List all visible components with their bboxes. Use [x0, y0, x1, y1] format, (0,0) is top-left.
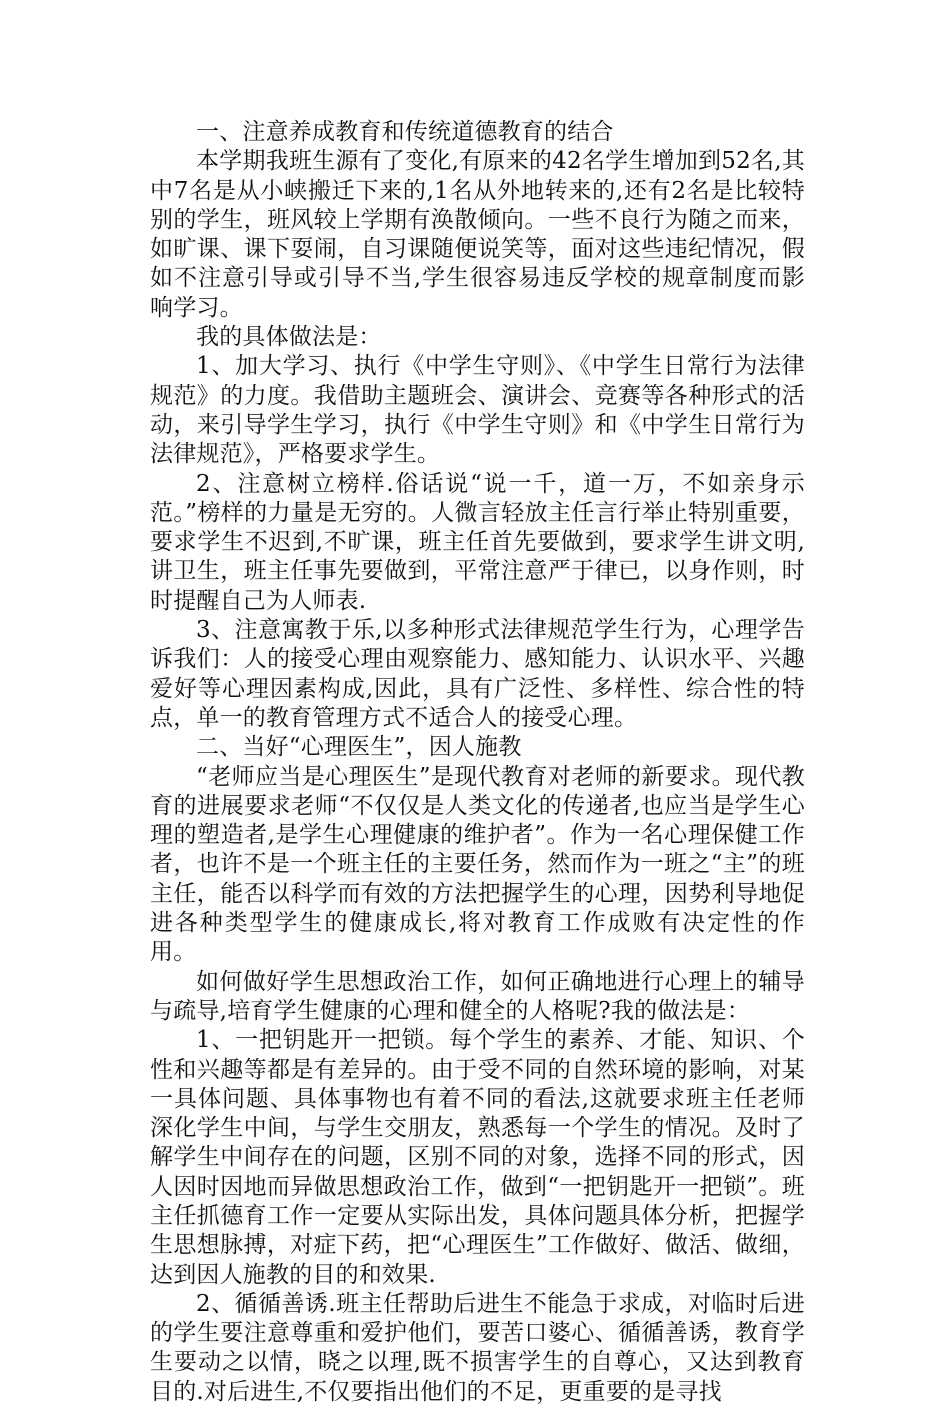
section-heading-1: 一、注意养成教育和传统道德教育的结合	[196, 119, 614, 145]
paragraph: 2、注意树立榜样.俗话说“说一千，道一万，不如亲身示范。”榜样的力量是无穷的。人微言轻放主任言行举止特别重要，要求学生不迟到,不旷课，班主任首先要做到，要求学生讲文明,讲卫生，班主任事先要做到，平常注意严于律已，以身作则，时时提醒自己为人师表.	[150, 470, 805, 614]
paragraph: 1、加大学习、执行《中学生守则》、《中学生日常行为法律规范》的力度。我借助主题班会、演讲会、竞赛等各种形式的活动，来引导学生学习，执行《中学生守则》和《中学生日常行为法律规范》，严格要求学生。	[150, 353, 805, 468]
paragraph: 1、一把钥匙开一把锁。每个学生的素养、才能、知识、个性和兴趣等都是有差异的。由于受不同的自然环境的影响，对某一具体问题、具体事物也有着不同的看法,这就要求班主任老师深化学生中间，与学生交朋友，熟悉每一个学生的情况。及时了解学生中间存在的问题，区别不同的对象，选择不同的形式，因人因时因地而异做思想政治工作，做到“一把钥匙开一把锁”。班主任抓德育工作一定要从实际出发，具体问题具体分析，把握学生思想脉搏，对症下药，把“心理医生”工作做好、做活、做细，达到因人施教的目的和效果.	[150, 1027, 805, 1288]
paragraph: 3、注意寓教于乐,以多种形式法律规范学生行为，心理学告诉我们：人的接受心理由观察能力、感知能力、认识水平、兴趣爱好等心理因素构成,因此，具有广泛性、多样性、综合性的特点，单一的教育管理方式不适合人的接受心理。	[150, 617, 805, 731]
paragraph: 本学期我班生源有了变化,有原来的42名学生增加到52名,其中7名是从小峡搬迁下来的,1名从外地转来的,还有2名是比较特别的学生，班风较上学期有涣散倾向。一些不良行为随之而来，如旷课、课下耍闹，自习课随便说笑等，面对这些违纪情况，假如不注意引导或引导不当,学生很容易违反学校的规章制度而影响学习。	[150, 148, 805, 321]
paragraph: 2、循循善诱.班主任帮助后进生不能急于求成，对临时后进的学生要注意尊重和爱护他们，要苦口婆心、循循善诱，教育学生要动之以情，晓之以理,既不损害学生的自尊心，又达到教育目的.对后进生,不仅要指出他们的不足，更重要的是寻找	[150, 1290, 805, 1405]
section-heading-2: 二、当好“心理医生”，因人施教	[196, 734, 522, 761]
document-body	[150, 118, 805, 1407]
paragraph: 如何做好学生思想政治工作，如何正确地进行心理上的辅导与疏导,培育学生健康的心理和健全的人格呢?我的做法是：	[150, 968, 805, 1024]
paragraph: 我的具体做法是：	[196, 324, 382, 351]
paragraph: “老师应当是心理医生”是现代教育对老师的新要求。现代教育的进展要求老师“不仅仅是人类文化的传递者,也应当是学生心理的塑造者,是学生心理健康的维护者”。作为一名心理保健工作者，也许不是一个班主任的主要任务，然而作为一班之“主”的班主任，能否以科学而有效的方法把握学生的心理，因势利导地促进各种类型学生的健康成长,将对教育工作成败有决定性的作用。	[150, 763, 805, 966]
